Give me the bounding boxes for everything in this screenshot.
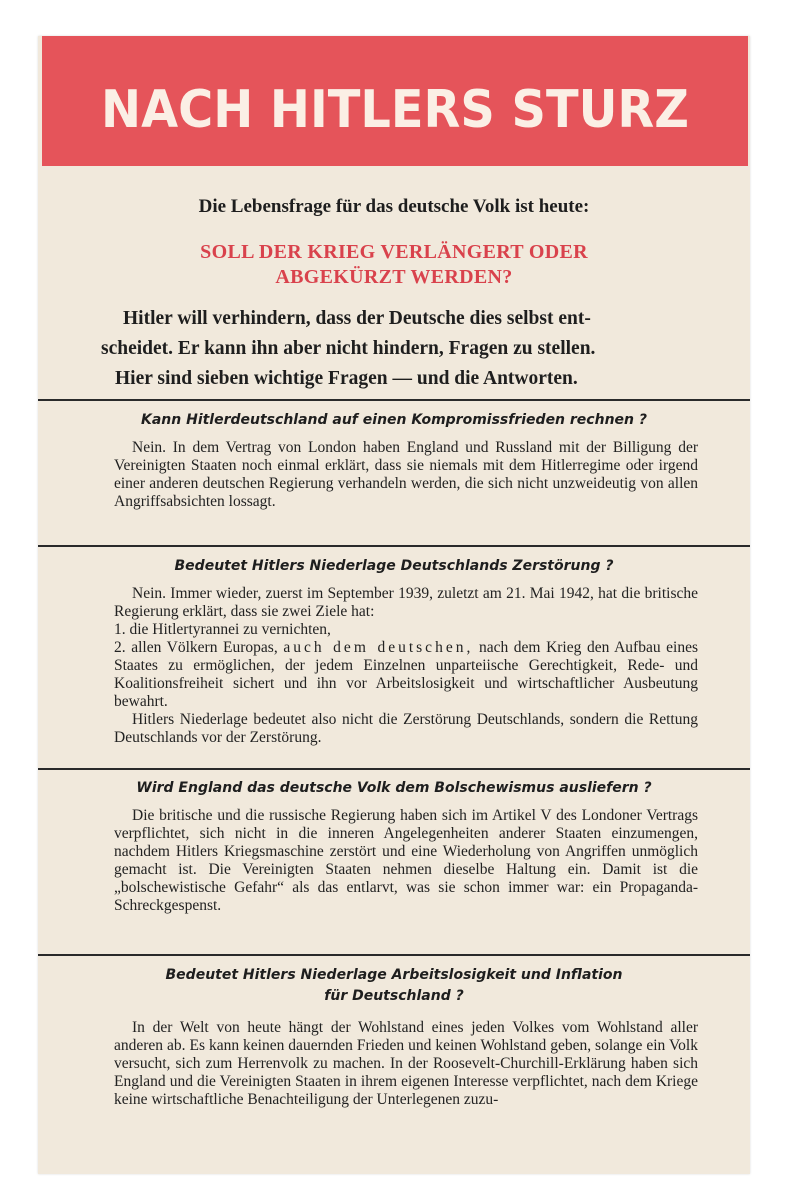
- main-question-line1: SOLL DER KRIEG VERLÄNGERT ODER: [200, 241, 588, 263]
- question-line1: Bedeutet Hitlers Niederlage Arbeitslosigkeit und Inflation: [165, 967, 623, 983]
- intro-line3: Hier sind sieben wichtige Fragen — und die Antworten.: [115, 368, 578, 389]
- answer-text: Die britische und die russische Regierung haben sich im Artikel V des Londoner Vertrags verpflichtet, sich nicht in die inneren Angelegenheiten anderer Staaten einzumengen, nachdem Hitlers Kriegsmaschine zerstört und eine Wiederholung von Angriffen unmöglich gemacht ist. Die Vereinigten Staaten nehmen dieselbe Haltung ein. Damit ist die „bolschewistische Gefahr“ als das entlarvt, was sie schon immer war: ein Propaganda-Schreckgespenst.: [114, 807, 698, 914]
- answer-text: Nein. In dem Vertrag von London haben England und Russland mit der Billigung der Vereinigten Staaten noch einmal erklärt, dass sie niemals mit dem Hitlerregime oder irgend einer anderen deutschen Regierung verhandeln werden, die sich nicht unzweideutig von allen Angriffsabsichten lossagt.: [114, 439, 698, 510]
- answer-item-1: 1. die Hitlertyrannei zu vernichten,: [114, 621, 331, 638]
- section-question: [38, 965, 750, 1007]
- title-banner: [42, 36, 748, 166]
- main-question: [38, 240, 750, 290]
- item2-post: nach dem Krieg den Aufbau eines Staates zu ermöglichen, der jedem Einzelnen unparteiische Gerechtigkeit, Rede- und Koalitionsfreiheit sichert und ihn vor Arbeitslosigkeit und wirtschaftlicher Ausbeutung bewahrt.: [114, 639, 699, 710]
- banner-title: NACH HITLERS STURZ: [101, 80, 689, 140]
- answer-text: In der Welt von heute hängt der Wohlstand eines jeden Volkes vom Wohlstand aller anderen ab. Es kann keinen dauernden Frieden und keinen Wohlstand geben, solange ein Volk versucht, sich zum Herrenvolk zu machen. In der Roosevelt-Churchill-Erklärung haben sich England und die Vereinigten Staaten in ihrem eigenen Interesse verpflichtet, nach dem Kriege keine wirtschaftliche Benachteiligung der Unterlegenen zuzu-: [114, 1019, 698, 1108]
- intro-line1: Hitler will verhindern, dass der Deutsche dies selbst ent-: [123, 308, 591, 329]
- lead-text: Die Lebensfrage für das deutsche Volk ist heute:: [198, 196, 590, 217]
- section-question: Kann Hitlerdeutschland auf einen Kompromissfrieden rechnen ?: [141, 412, 647, 428]
- section-destruction: [38, 556, 750, 747]
- intro-line2: scheidet. Er kann ihn aber nicht hindern, Fragen zu stellen.: [101, 338, 596, 359]
- question-line2: für Deutschland ?: [324, 988, 464, 1004]
- divider: [38, 768, 750, 770]
- answer-conclusion: Hitlers Niederlage bedeutet also nicht die Zerstörung Deutschlands, sondern die Rettung Deutschlands vor der Zerstörung.: [114, 711, 698, 746]
- main-question-line2: ABGEKÜRZT WERDEN?: [275, 266, 513, 288]
- leaflet: [38, 36, 750, 1174]
- section-body: [38, 439, 750, 511]
- intro-block: [38, 196, 750, 394]
- item2-spaced: auch dem deutschen,: [283, 639, 474, 656]
- item2-pre: 2. allen Völkern Europas,: [114, 639, 278, 656]
- answer-intro: Nein. Immer wieder, zuerst im September 1939, zuletzt am 21. Mai 1942, hat die britische Regierung erklärt, dass sie zwei Ziele hat:: [114, 585, 698, 620]
- section-compromise: [38, 410, 750, 511]
- divider: [38, 545, 750, 547]
- section-question: Wird England das deutsche Volk dem Bolschewismus ausliefern ?: [136, 780, 652, 796]
- section-body: [38, 1019, 750, 1109]
- section-body: [38, 585, 750, 747]
- section-body: [38, 807, 750, 915]
- section-inflation: [38, 965, 750, 1109]
- section-bolshevism: [38, 778, 750, 915]
- divider: [38, 399, 750, 401]
- answer-item-2: [114, 639, 698, 711]
- divider: [38, 954, 750, 956]
- section-question: Bedeutet Hitlers Niederlage Deutschlands Zerstörung ?: [174, 558, 614, 574]
- intro-paragraph: [38, 304, 750, 394]
